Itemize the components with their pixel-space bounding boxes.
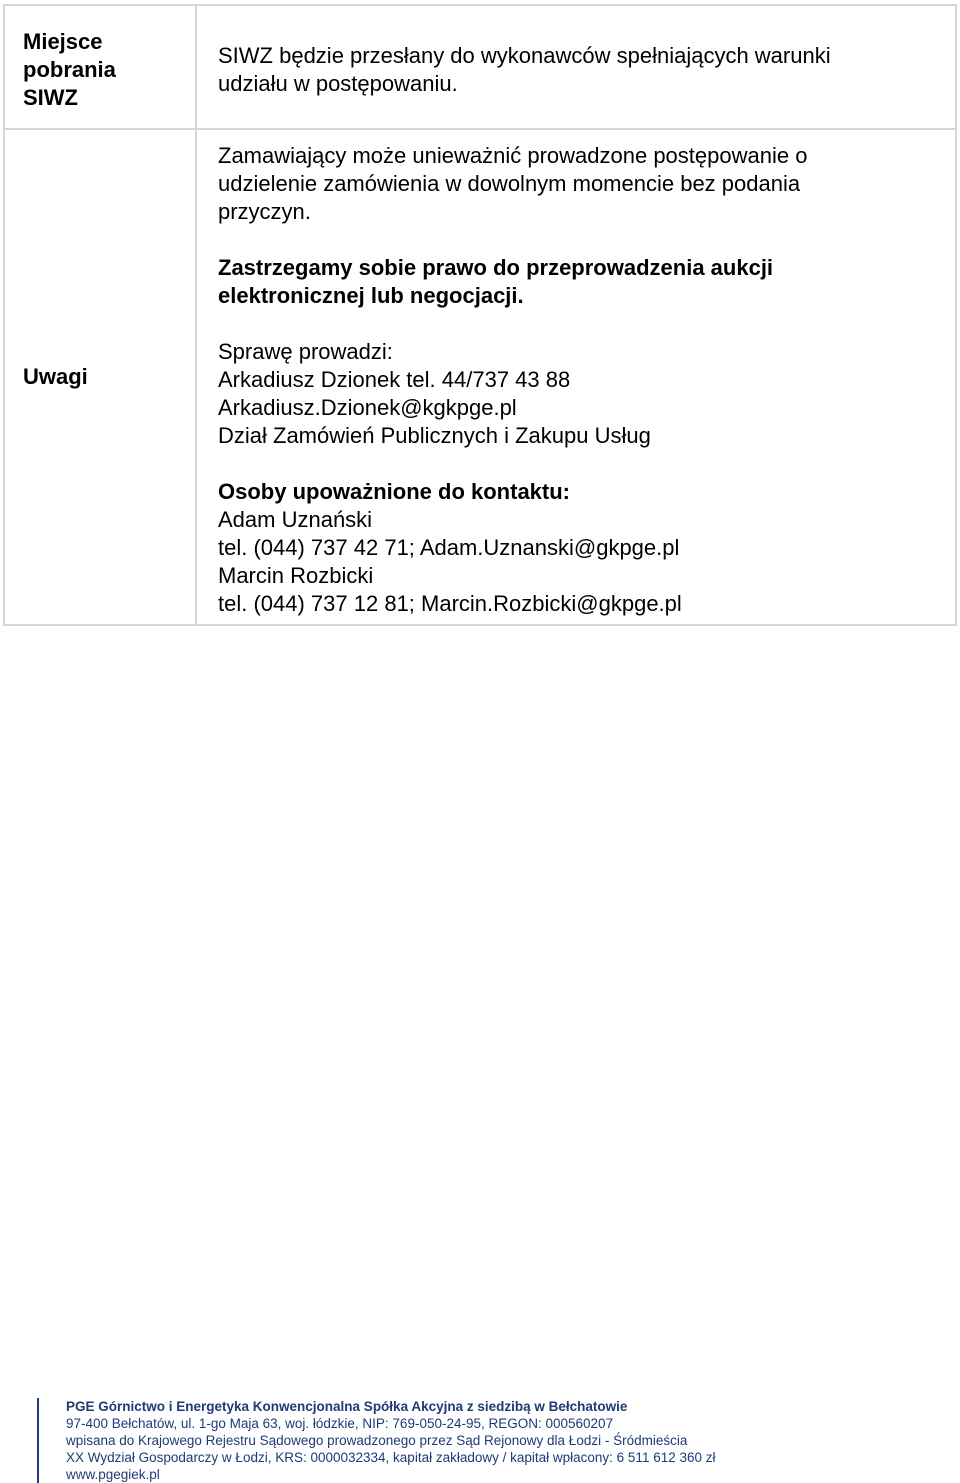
footer-registry: wpisana do Krajowego Rejestru Sądowego prowadzonego przez Sąd Rejonowy dla Łodzi - Śródmieścia bbox=[66, 1433, 688, 1448]
remarks-row bbox=[4, 129, 956, 625]
contact-persons bbox=[218, 478, 958, 618]
contact-phone-email: tel. (044) 737 42 71; Adam.Uznanski@gkpge.pl bbox=[218, 535, 680, 560]
siwz-download-label: Miejsce pobrania SIWZ bbox=[23, 29, 116, 110]
footer-address: 97-400 Bełchatów, ul. 1-go Maja 63, woj. łódzkie, NIP: 769-050-24-95, REGON: 000560207 bbox=[66, 1416, 614, 1431]
remarks-label-cell bbox=[4, 129, 196, 625]
siwz-download-value-cell bbox=[196, 5, 956, 129]
remarks-value-cell bbox=[196, 129, 956, 625]
siwz-download-row bbox=[4, 5, 956, 129]
procurement-details-table bbox=[3, 4, 957, 626]
remarks-content bbox=[218, 142, 958, 618]
auction-reservation-notice: Zastrzegamy sobie prawo do przeprowadzenia aukcji elektronicznej lub negocjacji. bbox=[218, 255, 774, 308]
remarks-label: Uwagi bbox=[23, 364, 88, 389]
contact-persons-heading: Osoby upoważnione do kontaktu: bbox=[218, 479, 570, 504]
siwz-download-value: SIWZ będzie przesłany do wykonawców spełniających warunki udziału w postępowaniu. bbox=[218, 43, 831, 96]
case-handler-email: Arkadiusz.Dzionek@kgkpge.pl bbox=[218, 395, 517, 420]
case-handler-info: Sprawę prowadzi: Arkadiusz Dzionek tel. 44/737 43 88 Arkadiusz.Dzionek@kgkpge.pl Dział Zamówień Publicznych i Zakupu Usług bbox=[218, 338, 958, 450]
contact-name: Marcin Rozbicki bbox=[218, 563, 374, 588]
siwz-download-label-cell bbox=[4, 5, 196, 129]
company-footer bbox=[37, 1398, 960, 1483]
contact-name: Adam Uznański bbox=[218, 507, 373, 532]
annulment-notice: Zamawiający może unieważnić prowadzone postępowanie o udzielenie zamówienia w dowolnym momencie bez podania przyczyn. bbox=[218, 143, 808, 224]
footer-company-name: PGE Górnictwo i Energetyka Konwencjonalna Spółka Akcyjna z siedzibą w Bełchatowie bbox=[66, 1399, 628, 1414]
contact-phone-email: tel. (044) 737 12 81; Marcin.Rozbicki@gkpge.pl bbox=[218, 591, 682, 616]
footer-website: www.pgegiek.pl bbox=[66, 1467, 160, 1482]
footer-capital: XX Wydział Gospodarczy w Łodzi, KRS: 0000032334, kapitał zakładowy / kapitał wpłacony: 6 511 612 360 zł bbox=[66, 1450, 716, 1465]
